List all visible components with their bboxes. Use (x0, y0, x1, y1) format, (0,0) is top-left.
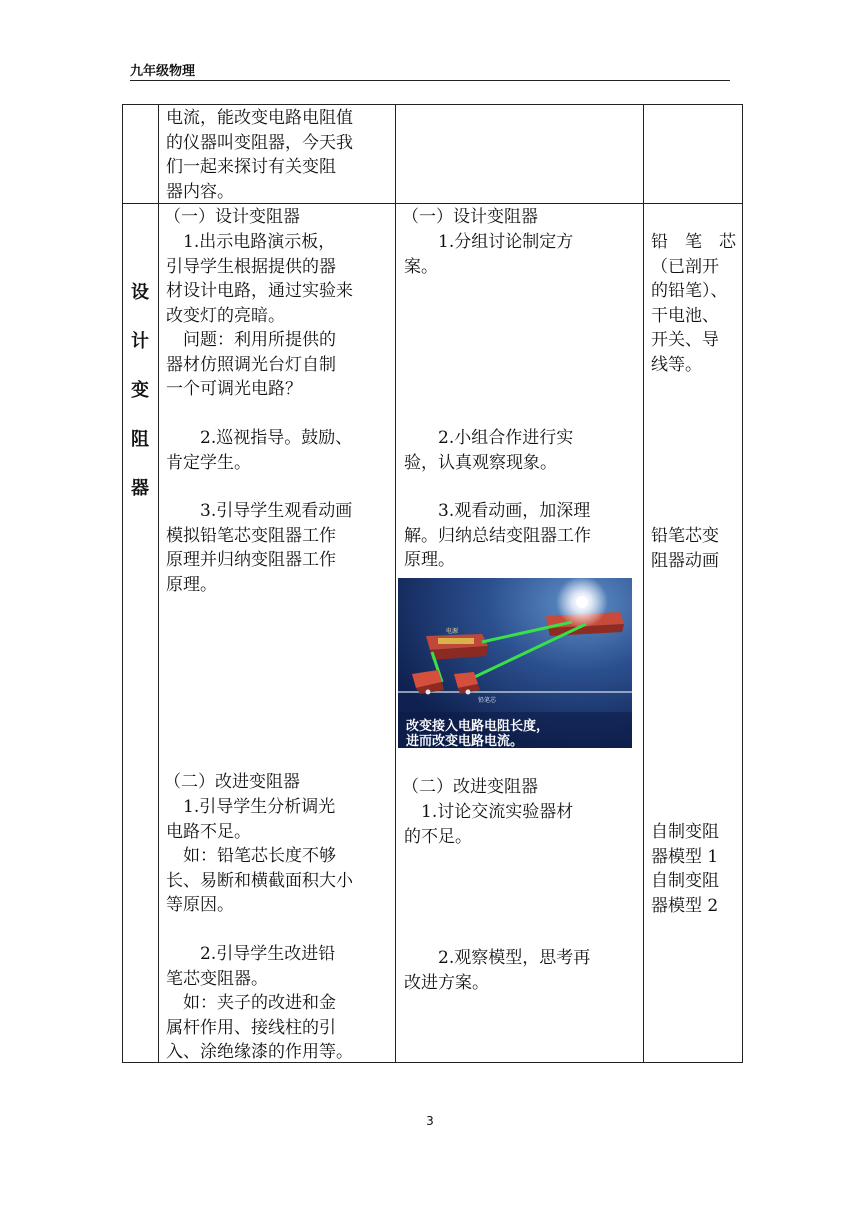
table-divider-3 (643, 104, 644, 1062)
rheostat-animation-image (398, 578, 632, 748)
section-label-char: 阻 (131, 429, 149, 450)
teacher-step2: 2.巡视指导。鼓励、 肯定学生。 (166, 428, 353, 473)
teacher-part2-title: （二）改进变阻器 (164, 772, 300, 792)
pencil-lead-label: 铅笔芯 (478, 697, 497, 704)
table-border-top (122, 104, 743, 105)
table-divider-1 (158, 104, 159, 1062)
teacher-step3: 3.引导学生观看动画 模拟铅笔芯变阻器工作 原理并归纳变阻器工作 原理。 (166, 501, 353, 595)
section-label-char: 计 (131, 331, 149, 352)
teacher-part2-example1: 如：铅笔芯长度不够 长、易断和横截面积大小 等原因。 (166, 846, 353, 915)
figure-caption-line1: 改变接入电路电阻长度， (406, 719, 550, 734)
student-step3: 3.观看动画，加深理 解。归纳总结变阻器工作 原理。 (404, 501, 591, 570)
figure-caption-line2: 进而改变电路电流。 (406, 734, 524, 748)
materials-animation: 铅笔芯变 阻器动画 (651, 526, 719, 571)
teacher-part2-step2: 2.引导学生改进铅 笔芯变阻器。 (166, 944, 336, 989)
page-number: 3 (426, 1114, 434, 1128)
section-label-char: 设 (131, 282, 149, 303)
section-label (122, 268, 158, 513)
teacher-part2-step1: 1.引导学生分析调光 电路不足。 (166, 797, 336, 842)
section-label-char: 器 (131, 478, 149, 499)
table-divider-2 (395, 104, 396, 1062)
table-border-right (742, 104, 743, 1062)
teacher-question: 问题：利用所提供的 器材仿照调光台灯自制 一个可调光电路？ (166, 330, 336, 399)
table-border-left (122, 104, 123, 1062)
student-part2-step1: 1.讨论交流实验器材 的不足。 (404, 802, 574, 847)
student-step2: 2.小组合作进行实 验，认真观察现象。 (404, 428, 574, 473)
header-title: 九年级物理 (130, 64, 196, 79)
materials-list: 铅 笔 芯 （已剖开 的铅笔）、 干电池、 开关、导 线等。 (651, 232, 736, 375)
student-part1-title: （一）设计变阻器 (402, 207, 538, 227)
materials-models: 自制变阻 器模型 1 自制变阻 器模型 2 (651, 822, 719, 916)
battery-label: 电源 (446, 628, 459, 635)
section-label-char: 变 (131, 380, 149, 401)
intro-text: 电流，能改变电路电阻值 的仪器叫变阻器，今天我 们一起来探讨有关变阻 器内容。 (166, 108, 353, 202)
teacher-part2-example2: 如：夹子的改进和金 属杆作用、接线柱的引 入、涂绝缘漆的作用等。 (166, 993, 353, 1062)
student-step1: 1.分组讨论制定方 案。 (404, 232, 574, 277)
student-part2-step2: 2.观察模型，思考再 改进方案。 (404, 948, 591, 993)
student-part2-title: （二）改进变阻器 (402, 777, 538, 797)
teacher-part1-title: （一）设计变阻器 (164, 207, 300, 227)
teacher-step1: 1.出示电路演示板， 引导学生根据提供的器 材设计电路，通过实验来 改变灯的亮暗。 (166, 232, 353, 326)
